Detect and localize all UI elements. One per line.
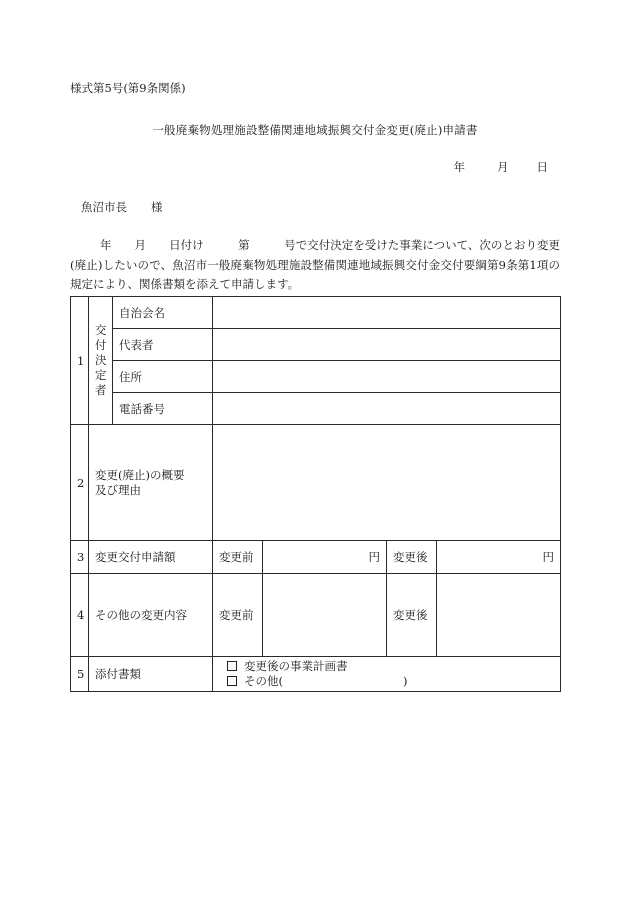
form-number: 様式第5号(第9条関係) — [70, 81, 186, 95]
other-after-label: 変更後 — [387, 574, 437, 657]
other-before-label: 変更前 — [213, 574, 263, 657]
date-month: 月 — [497, 160, 509, 174]
table-row — [71, 574, 561, 657]
date-day: 日 — [536, 160, 548, 174]
attachment-option-plan[interactable]: 変更後の事業計画書 — [219, 659, 554, 674]
application-form-table — [70, 296, 561, 692]
field-label-association: 自治会名 — [113, 297, 213, 329]
grantee-group-label: 交 付 決 定 者 — [89, 297, 113, 425]
attachments-options — [213, 657, 561, 692]
row-number-1: 1 — [71, 297, 89, 425]
amount-before-value[interactable]: 円 — [263, 541, 387, 574]
field-label-change-summary: 変更(廃止)の概要 及び理由 — [89, 425, 213, 541]
date-line — [454, 159, 549, 175]
addressee-name: 魚沼市長 — [81, 200, 127, 214]
other-after-value[interactable] — [437, 574, 561, 657]
row-number-5: 5 — [71, 657, 89, 692]
body-text: 年 月 日付け 第 号で交付決定を受けた事業について、次のとおり変更(廃止)したいので、魚沼市一般廃棄物処理施設整備関連地域振興交付金交付要綱第9条第1項の規定により、関係書類を添えて申請します。 — [70, 238, 560, 291]
honorific: 様 — [151, 200, 163, 214]
table-row — [71, 297, 561, 329]
table-row — [71, 657, 561, 692]
date-year: 年 — [453, 160, 465, 174]
row-number-2: 2 — [71, 425, 89, 541]
addressee — [81, 199, 163, 215]
field-value-address[interactable] — [213, 361, 561, 393]
checkbox[interactable] — [227, 661, 237, 671]
table-row — [71, 541, 561, 574]
table-row — [71, 329, 561, 361]
field-label-address: 住所 — [113, 361, 213, 393]
field-value-representative[interactable] — [213, 329, 561, 361]
field-label-other-changes: その他の変更内容 — [89, 574, 213, 657]
row-number-4: 4 — [71, 574, 89, 657]
attachment-option-other[interactable]: その他( ) — [219, 674, 554, 689]
document-title: 一般廃棄物処理施設整備関連地域振興交付金変更(廃止)申請書 — [152, 123, 478, 137]
table-row — [71, 393, 561, 425]
table-row — [71, 425, 561, 541]
table-row — [71, 361, 561, 393]
field-label-phone: 電話番号 — [113, 393, 213, 425]
field-value-phone[interactable] — [213, 393, 561, 425]
amount-after-label: 変更後 — [387, 541, 437, 574]
row-number-3: 3 — [71, 541, 89, 574]
checkbox[interactable] — [227, 676, 237, 686]
field-label-grant-amount: 変更交付申請額 — [89, 541, 213, 574]
amount-before-label: 変更前 — [213, 541, 263, 574]
field-label-representative: 代表者 — [113, 329, 213, 361]
amount-after-value[interactable]: 円 — [437, 541, 561, 574]
other-before-value[interactable] — [263, 574, 387, 657]
field-label-attachments: 添付書類 — [89, 657, 213, 692]
field-value-association[interactable] — [213, 297, 561, 329]
field-value-change-summary[interactable] — [213, 425, 561, 541]
